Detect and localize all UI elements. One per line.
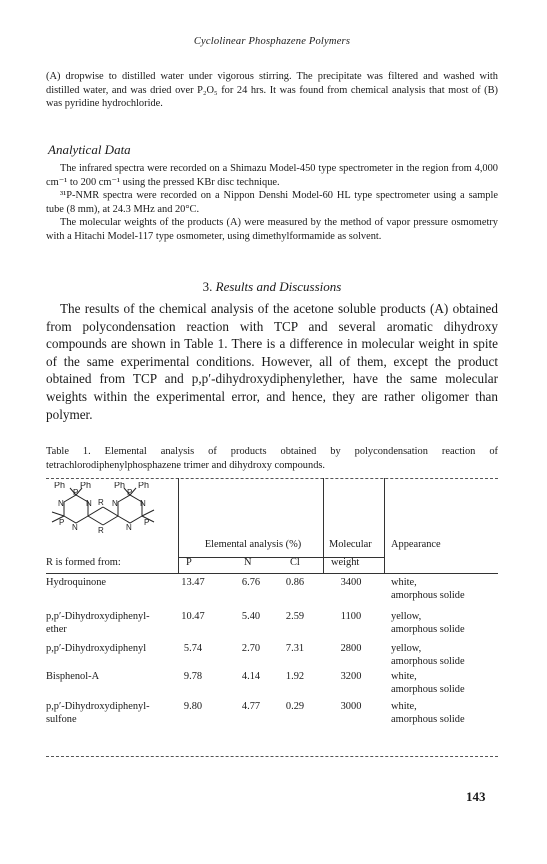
- row-cl-value: 0.86: [285, 577, 305, 588]
- n-label: N: [112, 499, 118, 508]
- row-r-name: p,p′-Dihydroxydiphenyl: [46, 643, 147, 654]
- running-head: Cyclolinear Phosphazene Polymers: [193, 36, 351, 47]
- section-heading: [46, 279, 498, 295]
- row-appearance-cont: amorphous solide: [391, 590, 465, 601]
- intro-paragraph: (A) dropwise to distilled water under vigorous stirring. The precipitate was filtered and washed with distilled water, and was dried over P₂O₅ for 24 hrs. It was found from chemical analysis that most of (B) was pyridine hydrochloride.: [46, 71, 498, 110]
- col-elemental-header: Elemental analysis (%): [204, 539, 302, 550]
- row-appearance: white,: [391, 671, 417, 682]
- analytical-data-heading: Analytical Data: [48, 142, 131, 157]
- row-r-name-cont: sulfone: [46, 714, 77, 725]
- row-mw-value: 3000: [340, 701, 362, 712]
- row-cl-value: 1.92: [285, 671, 305, 682]
- table-header-rule: [46, 573, 498, 574]
- p-label: P: [144, 518, 150, 527]
- row-cl-value: 2.59: [285, 611, 305, 622]
- ir-paragraph: The infrared spectra were recorded on a Shimazu Model-450 type spectrometer in the region from 4,000 cm⁻¹ to 200 cm⁻¹ using the pressed KBr disc technique.: [46, 163, 498, 188]
- row-n-value: 2.70: [241, 643, 261, 654]
- row-r-name: Bisphenol-A: [46, 671, 100, 682]
- table-bottom-rule: [46, 756, 498, 757]
- nmr-paragraph: ³¹P-NMR spectra were recorded on a Nippon Denshi Model-60 HL type spectrometer using a sample tube (8 mm), at 24.3 MHz and 20°C.: [46, 190, 498, 215]
- row-p-value: 9.78: [183, 671, 203, 682]
- row-appearance-cont: amorphous solide: [391, 714, 465, 725]
- row-appearance: yellow,: [391, 643, 422, 654]
- row-p-value: 5.74: [183, 643, 203, 654]
- ph-label: Ph: [80, 482, 92, 490]
- row-n-value: 6.76: [241, 577, 261, 588]
- row-appearance-cont: amorphous solide: [391, 656, 465, 667]
- row-appearance-cont: amorphous solide: [391, 624, 465, 635]
- row-r-name: p,p′-Dihydroxydiphenyl-: [46, 701, 150, 712]
- row-n-value: 4.77: [241, 701, 261, 712]
- col-mw-header: Molecular: [329, 539, 372, 550]
- col-r-header: R is formed from:: [46, 557, 121, 568]
- row-cl-value: 7.31: [285, 643, 305, 654]
- col-p-header: P: [186, 557, 192, 568]
- p-label: P: [73, 488, 79, 497]
- table-vline: [384, 478, 385, 573]
- row-appearance: white,: [391, 577, 417, 588]
- r-label: R: [98, 498, 104, 507]
- row-mw-value: 2800: [340, 643, 362, 654]
- p-label: P: [59, 518, 65, 527]
- row-r-name: p,p′-Dihydroxydiphenyl-: [46, 611, 150, 622]
- row-p-value: 9.80: [183, 701, 203, 712]
- col-appearance-header: Appearance: [391, 539, 441, 550]
- n-label: N: [126, 523, 132, 532]
- row-p-value: 10.47: [181, 611, 205, 622]
- n-label: N: [72, 523, 78, 532]
- row-p-value: 13.47: [181, 577, 205, 588]
- n-label: N: [140, 499, 146, 508]
- page-number: 143: [466, 789, 486, 804]
- row-mw-value: 3400: [340, 577, 362, 588]
- table-vline: [323, 478, 324, 573]
- section-title: Results and Discussions: [215, 279, 342, 294]
- ph-label: Ph: [54, 482, 66, 490]
- row-appearance-cont: amorphous solide: [391, 684, 465, 695]
- ph-label: Ph: [138, 482, 150, 490]
- row-mw-value: 1100: [340, 611, 362, 622]
- col-mw-header-line2: weight: [331, 557, 360, 568]
- n-label: N: [58, 499, 64, 508]
- row-appearance: yellow,: [391, 611, 422, 622]
- row-cl-value: 0.29: [285, 701, 305, 712]
- p-label: P: [127, 488, 133, 497]
- n-label: N: [86, 499, 92, 508]
- ph-label: Ph: [114, 482, 126, 490]
- table-top-rule: [46, 478, 498, 479]
- mw-paragraph: The molecular weights of the products (A) were measured by the method of vapor pressure osmometry with a Hitachi Model-117 type osmometer, using dimethylformamide as solvent.: [46, 217, 498, 242]
- row-n-value: 5.40: [241, 611, 261, 622]
- section-number: 3.: [202, 279, 213, 294]
- table-caption: Table 1. Elemental analysis of products obtained by polycondensation reaction of tetrachlorodiphenylphosphazene trimer and dihydroxy compounds.: [46, 446, 498, 471]
- row-appearance: white,: [391, 701, 417, 712]
- col-cl-header: Cl: [290, 557, 300, 568]
- row-r-name-cont: ether: [46, 624, 67, 635]
- r-label: R: [98, 526, 104, 535]
- col-n-header: N: [244, 557, 252, 568]
- phosphazene-structure-diagram: [46, 482, 178, 550]
- row-n-value: 4.14: [241, 671, 261, 682]
- row-r-name: Hydroquinone: [46, 577, 107, 588]
- table-vline: [178, 478, 179, 573]
- results-paragraph: The results of the chemical analysis of the acetone soluble products (A) obtained from polycondensation reaction with TCP and several aromatic dihydroxy compounds are shown in Table 1. There is a difference in molecular weight in spite of the same experimental conditions. However, all of them, except the product obtained from TCP and p,p′-dihydroxydiphenylether, have the same molecular weights within the experimental error, and hence, they are rather oligomer than polymer.: [46, 301, 498, 422]
- row-mw-value: 3200: [340, 671, 362, 682]
